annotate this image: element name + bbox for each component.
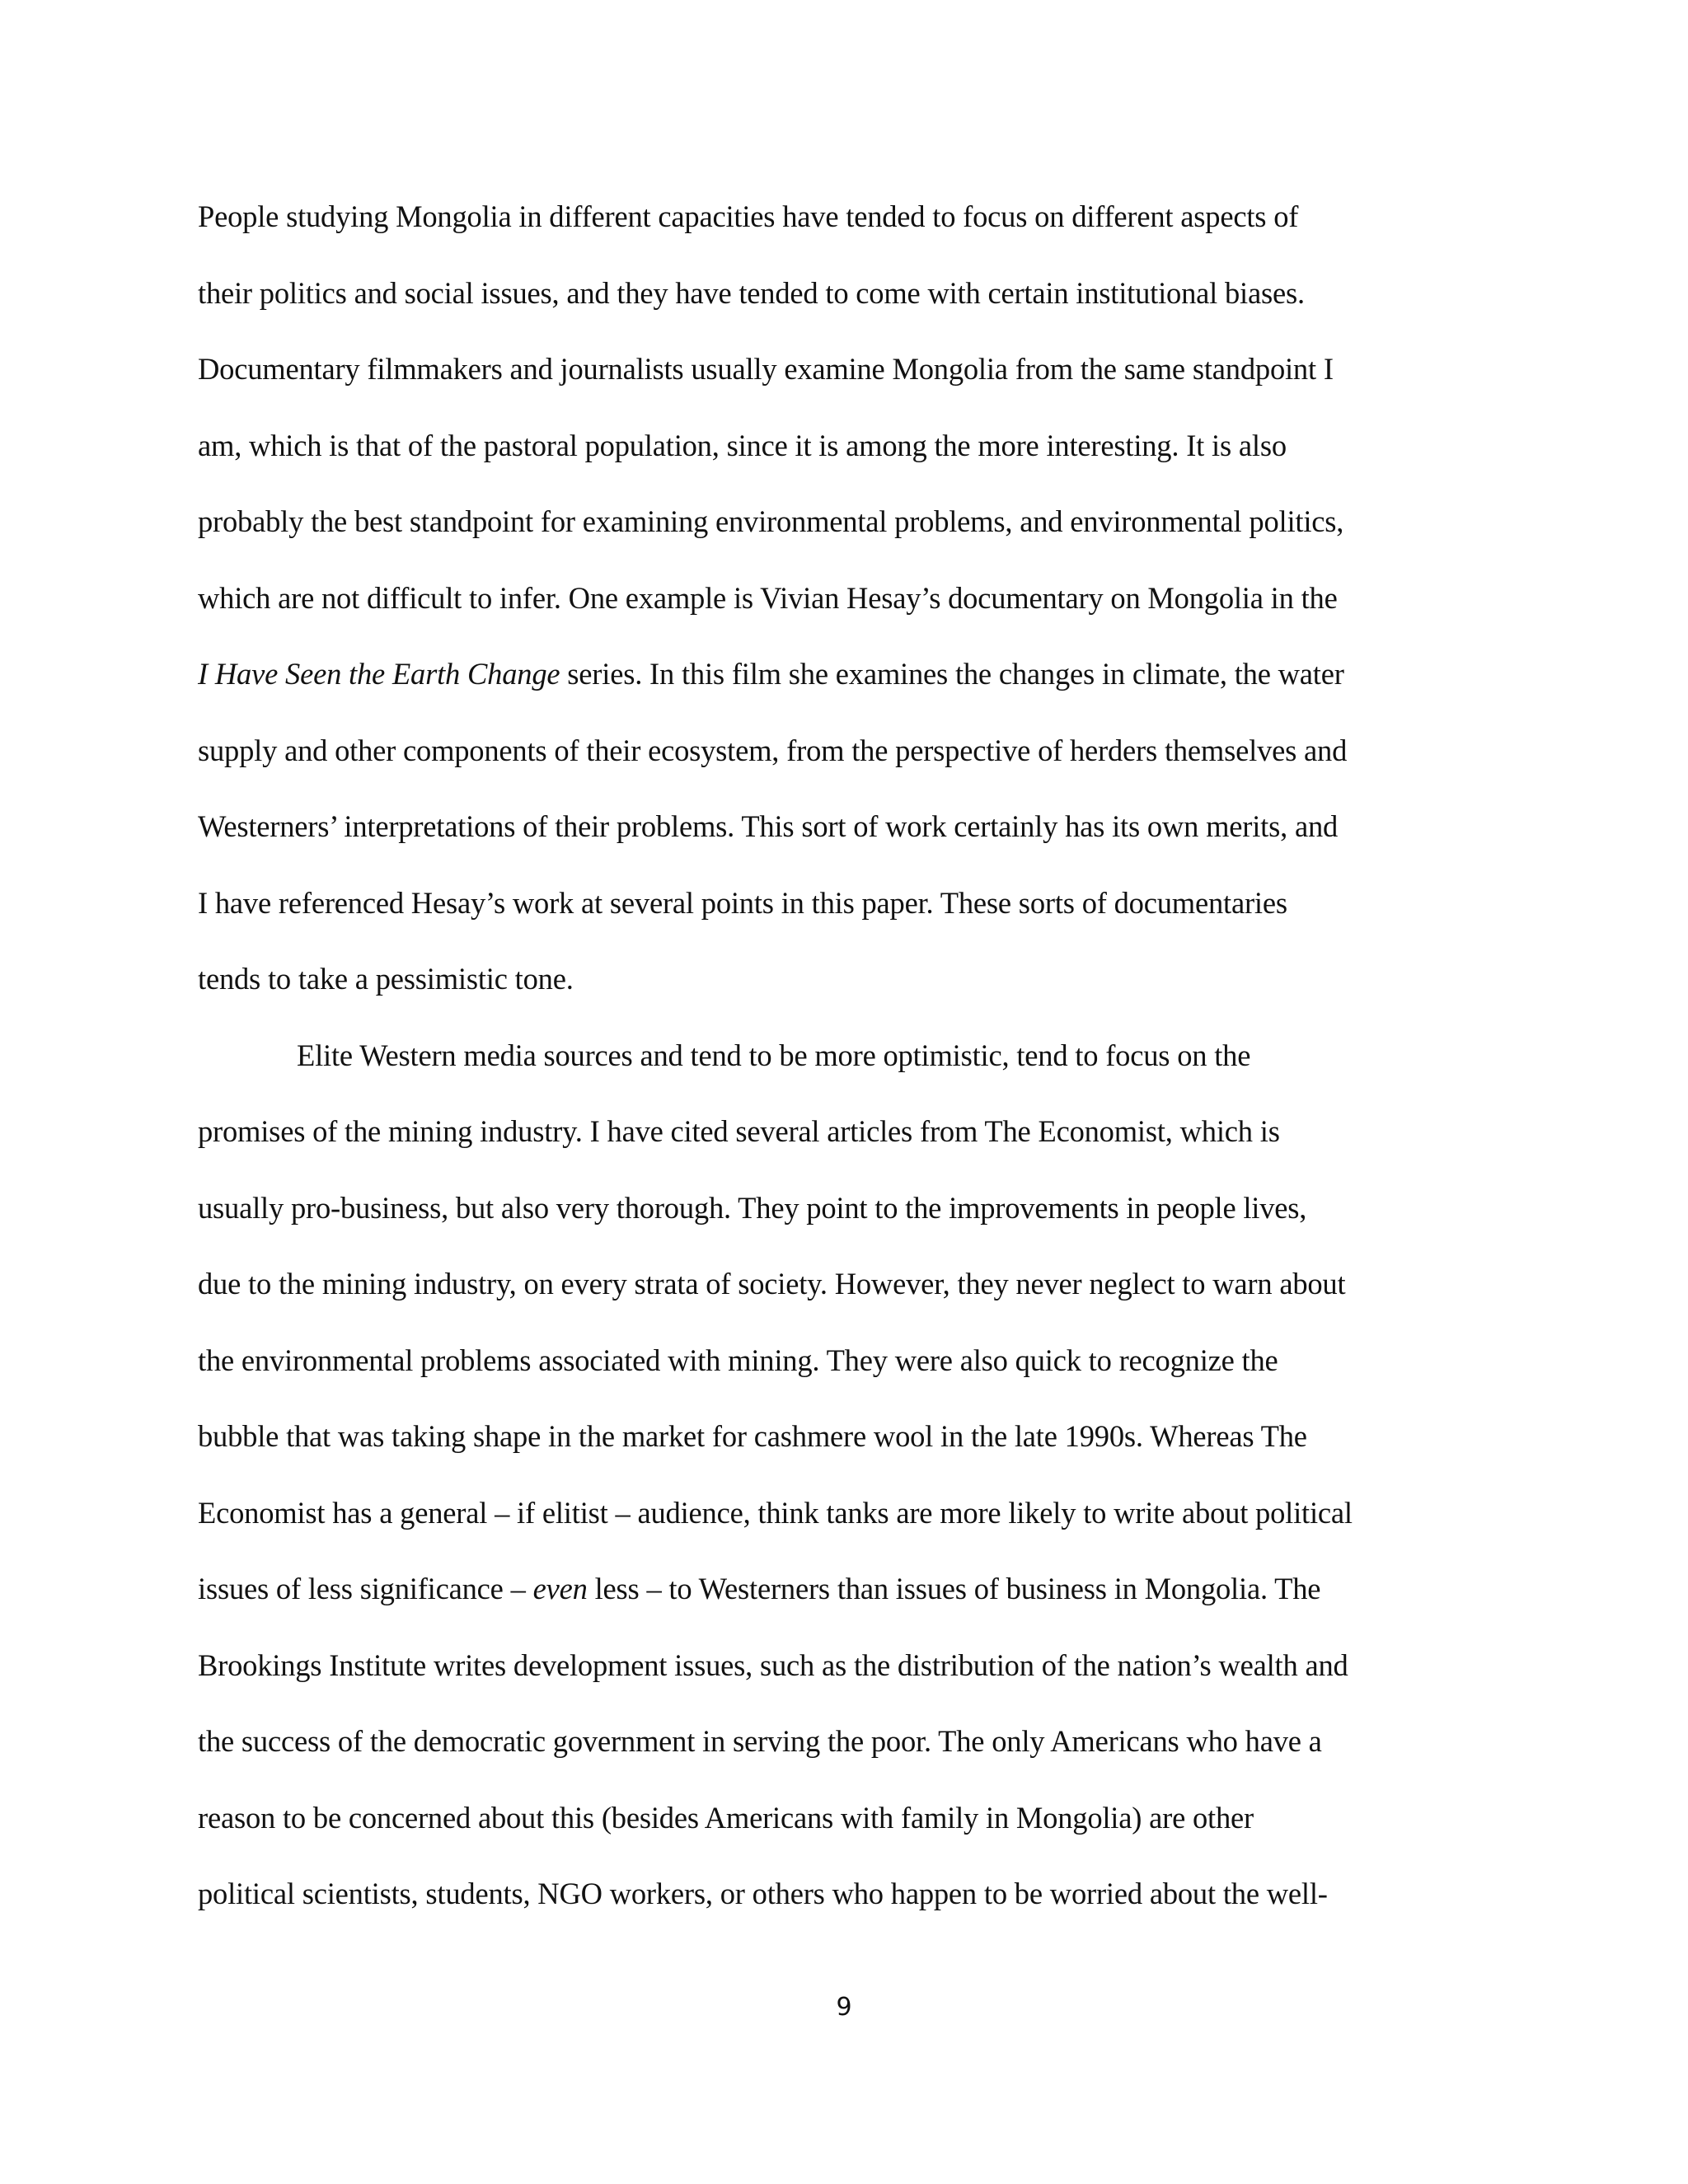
text-line: supply and other components of their ecosystem, from the perspective of herders themselves and [198,733,1348,767]
text-line: usually pro-business, but also very thorough. They point to the improvements in people lives, [198,1190,1307,1225]
text-line: political scientists, students, NGO workers, or others who happen to be worried about the well- [198,1877,1328,1910]
text-line: People studying Mongolia in different capacities have tended to focus on different aspects of [198,199,1299,233]
text-line: bubble that was taking shape in the market for cashmere wool in the late 1990s. Whereas The [198,1419,1307,1453]
text-line: due to the mining industry, on every strata of society. However, they never neglect to warn about [198,1267,1346,1301]
body-text [198,192,1508,1946]
text-line: I Have Seen the Earth Change series. In this film she examines the changes in climate, the water [198,657,1344,691]
text-line: promises of the mining industry. I have cited several articles from The Economist, which is [198,1114,1280,1148]
emphasis: even [532,1572,588,1605]
text-line: Westerners’ interpretations of their problems. This sort of work certainly has its own merits, and [198,809,1339,843]
text-line: Documentary filmmakers and journalists usually examine Mongolia from the same standpoint I [198,352,1334,386]
text-line: Elite Western media sources and tend to be more optimistic, tend to focus on the [297,1038,1251,1072]
text-line: Brookings Institute writes development issues, such as the distribution of the nation’s wealth and [198,1647,1348,1682]
film-title: I Have Seen the Earth Change [198,657,560,691]
text-line: their politics and social issues, and they have tended to come with certain institutional biases. [198,275,1305,310]
text-line: tends to take a pessimistic tone. [198,962,574,996]
text-line: reason to be concerned about this (besides Americans with family in Mongolia) are other [198,1800,1254,1835]
text-line: probably the best standpoint for examining environmental problems, and environmental politics, [198,504,1344,538]
text-line: which are not difficult to infer. One example is Vivian Hesay’s documentary on Mongolia in the [198,580,1338,615]
text-line: am, which is that of the pastoral population, since it is among the more interesting. It is also [198,428,1287,462]
text-line: the environmental problems associated with mining. They were also quick to recognize the [198,1343,1278,1377]
text-line: Economist has a general – if elitist – audience, think tanks are more likely to write about political [198,1495,1353,1530]
text-line: issues of less significance – even less – to Westerners than issues of business in Mongolia. The [198,1572,1321,1605]
page-number: 9 [836,1993,852,2022]
text-line: I have referenced Hesay’s work at several points in this paper. These sorts of documentaries [198,885,1287,920]
text-line: the success of the democratic government in serving the poor. The only Americans who have a [198,1724,1322,1758]
